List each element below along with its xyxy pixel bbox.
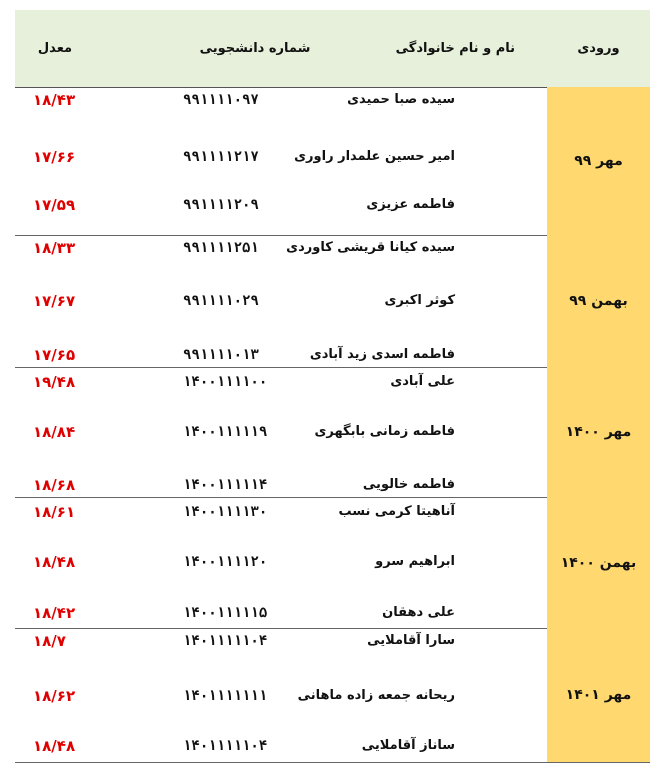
student-id: ۹۹۱۱۱۱۰۲۹ xyxy=(183,293,259,309)
student-average: ۱۸/۶۸ xyxy=(33,476,76,494)
student-id: ۱۴۰۰۱۱۱۱۱۴ xyxy=(183,477,268,493)
student-name: امیر حسین علمدار راوری xyxy=(294,149,455,164)
table-row xyxy=(15,629,547,653)
header-name: نام و نام خانوادگی xyxy=(395,41,515,56)
student-name: سارا آقاملایی xyxy=(367,633,455,648)
student-average: ۱۷/۶۶ xyxy=(33,148,76,166)
student-name: فاطمه زمانی بابگهری xyxy=(314,424,455,439)
header-average: معدل xyxy=(37,41,73,56)
student-average: ۱۸/۴۸ xyxy=(33,553,76,571)
table-row xyxy=(15,193,547,217)
entry-term: ۹۹ بهمن xyxy=(547,235,650,367)
table-row xyxy=(15,145,547,169)
table-row xyxy=(15,88,547,112)
student-average: ۱۸/۴۸ xyxy=(33,737,76,755)
table-row xyxy=(15,473,547,497)
header-entry: ورودی xyxy=(577,41,620,56)
student-id: ۹۹۱۱۱۱۲۵۱ xyxy=(183,240,259,256)
entry-term: ۱۴۰۰ بهمن xyxy=(547,497,650,628)
student-name: ریحانه جمعه زاده ماهانی xyxy=(297,688,455,703)
student-name: آناهیتا کرمی نسب xyxy=(338,504,455,519)
entry-term: ۱۴۰۰ مهر xyxy=(547,367,650,497)
student-average: ۱۸/۳۳ xyxy=(33,239,76,257)
header-student-id: شماره دانشجویی xyxy=(199,41,311,56)
table-row xyxy=(15,684,547,708)
entry-group xyxy=(15,235,650,368)
student-average: ۱۸/۴۳ xyxy=(33,91,76,109)
student-average: ۱۷/۶۵ xyxy=(33,346,76,364)
entry-group xyxy=(15,628,650,763)
table-row xyxy=(15,343,547,367)
student-average: ۱۸/۷ xyxy=(33,632,66,650)
student-average: ۱۸/۴۲ xyxy=(33,604,76,622)
student-name: فاطمه اسدی زید آبادی xyxy=(309,347,455,362)
student-name: سیده صبا حمیدی xyxy=(347,92,455,107)
student-average: ۱۹/۴۸ xyxy=(33,373,76,391)
student-id: ۱۴۰۰۱۱۱۱۰۰ xyxy=(183,374,268,390)
table-row xyxy=(15,236,547,260)
entry-group xyxy=(15,367,650,498)
table-row xyxy=(15,420,547,444)
table-row xyxy=(15,289,547,313)
student-name: ساناز آقاملایی xyxy=(361,738,455,753)
entry-term: ۱۴۰۱ مهر xyxy=(547,628,650,762)
student-id: ۱۴۰۱۱۱۱۱۰۴ xyxy=(183,738,268,754)
student-average: ۱۸/۶۱ xyxy=(33,503,76,521)
student-id: ۱۴۰۱۱۱۱۱۰۴ xyxy=(183,633,268,649)
student-id: ۱۴۰۰۱۱۱۱۳۰ xyxy=(183,504,268,520)
student-id: ۹۹۱۱۱۱۲۰۹ xyxy=(183,197,259,213)
student-name: سیده کیانا قریشی کاوردی xyxy=(286,240,455,255)
student-name: علی آبادی xyxy=(390,374,455,389)
student-name: ابراهیم سرو xyxy=(375,554,455,569)
table-header xyxy=(15,10,650,88)
table-row xyxy=(15,601,547,625)
student-id: ۹۹۱۱۱۱۰۹۷ xyxy=(183,92,259,108)
student-id: ۱۴۰۰۱۱۱۱۲۰ xyxy=(183,554,268,570)
entry-group xyxy=(15,87,650,236)
table-row xyxy=(15,734,547,758)
student-name: علی دهقان xyxy=(382,605,455,620)
student-id: ۱۴۰۰۱۱۱۱۱۹ xyxy=(183,424,268,440)
entry-group xyxy=(15,497,650,629)
table-row xyxy=(15,500,547,524)
student-name: کوثر اکبری xyxy=(384,293,455,308)
student-name: فاطمه خالویی xyxy=(362,477,455,492)
student-id: ۱۴۰۰۱۱۱۱۱۵ xyxy=(183,605,268,621)
students-table xyxy=(15,10,650,762)
table-row xyxy=(15,550,547,574)
student-id: ۱۴۰۱۱۱۱۱۱۱ xyxy=(183,688,268,704)
entry-term: ۹۹ مهر xyxy=(547,87,650,235)
student-name: فاطمه عزیزی xyxy=(366,197,455,212)
student-id: ۹۹۱۱۱۱۰۱۳ xyxy=(183,347,259,363)
table-row xyxy=(15,370,547,394)
student-id: ۹۹۱۱۱۱۲۱۷ xyxy=(183,149,259,165)
student-average: ۱۷/۵۹ xyxy=(33,196,76,214)
student-average: ۱۸/۶۲ xyxy=(33,687,76,705)
student-average: ۱۷/۶۷ xyxy=(33,292,76,310)
student-average: ۱۸/۸۴ xyxy=(33,423,76,441)
